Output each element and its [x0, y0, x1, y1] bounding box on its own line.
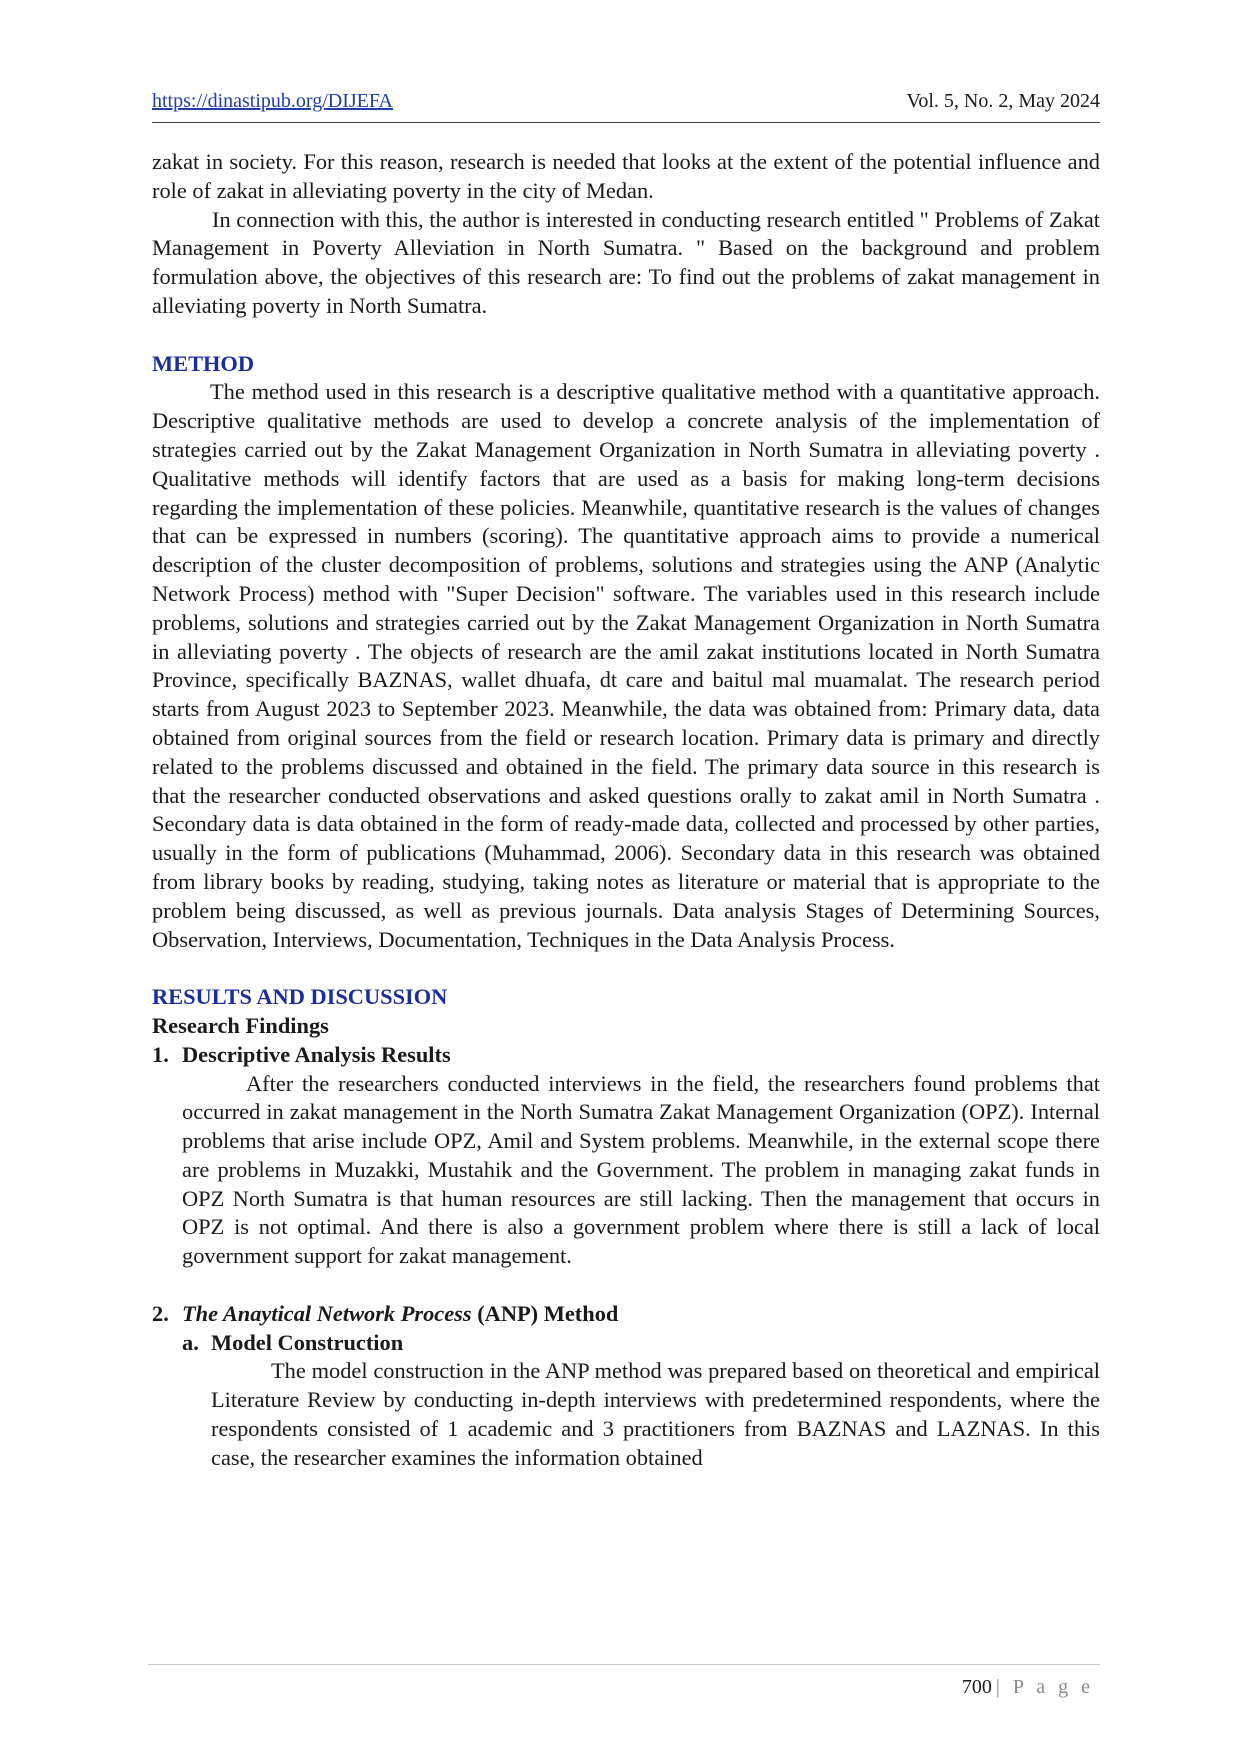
spacer	[152, 1271, 1100, 1300]
item-2a-paragraph: The model construction in the ANP method was prepared based on theoretical and empirical Literature Review by conducting in-depth interviews with predetermined respondents, where the respondents consisted of 1 academic and 3 practitioners from BAZNAS and LAZNAS. In this case, the researcher examines the information obtained	[211, 1358, 1100, 1470]
item-2-number: 2.	[152, 1300, 169, 1326]
method-heading: METHOD	[152, 350, 255, 376]
page-header	[152, 88, 1100, 123]
item-1-body	[152, 1070, 1100, 1272]
item-2a-label: a.	[182, 1329, 199, 1355]
spacer	[152, 321, 1100, 350]
intro-paragraph-2: In connection with this, the author is interested in conducting research entitled " Problems of Zakat Management in Poverty Alleviation in North Sumatra. " Based on the background and problem formulation above, the objectives of this research are: To find out the problems of zakat management in alleviating poverty in North Sumatra.	[152, 206, 1100, 318]
spacer	[152, 954, 1100, 983]
item-2-title-italic: The Anaytical Network Process	[182, 1300, 472, 1326]
intro-paragraph-1: zakat in society. For this reason, research is needed that looks at the extent of the potential influence and role of zakat in alleviating poverty in the city of Medan.	[152, 149, 1100, 203]
page-footer	[962, 1676, 1094, 1699]
page-content	[152, 148, 1100, 1473]
page-label: | P a g e	[995, 1676, 1094, 1698]
research-findings-subheading: Research Findings	[152, 1012, 329, 1038]
page-number: 700	[961, 1676, 992, 1698]
item-1-title	[152, 1041, 1100, 1070]
item-1-number: 1.	[152, 1041, 169, 1067]
item-2a-title	[152, 1329, 1100, 1358]
item-2-title-rest: (ANP) Method	[471, 1300, 619, 1326]
volume-info: Vol. 5, No. 2, May 2024	[906, 90, 1100, 112]
results-heading: RESULTS AND DISCUSSION	[152, 984, 448, 1010]
item-1-paragraph: After the researchers conducted interviews in the field, the researchers found problems that occurred in zakat management in the North Sumatra Zakat Management Organization (OPZ). Internal problems that arise include OPZ, Amil and System problems. Meanwhile, in the external scope there are problems in Muzakki, Mustahik and the Government. The problem in managing zakat funds in OPZ North Sumatra is that human resources are still lacking. Then the management that occurs in OPZ is not optimal. And there is also a government problem where there is still a lack of local government support for zakat management.	[182, 1070, 1100, 1269]
item-1-title-text: Descriptive Analysis Results	[182, 1041, 451, 1067]
item-2a-body	[152, 1357, 1100, 1472]
footer-divider	[148, 1664, 1100, 1665]
journal-url-link[interactable]: https://dinastipub.org/DIJEFA	[152, 90, 393, 112]
item-2-title	[152, 1300, 1100, 1329]
item-2a-title-text: Model Construction	[211, 1329, 404, 1355]
method-paragraph: The method used in this research is a descriptive qualitative method with a quantitative approach. Descriptive qualitative methods are used to develop a concrete analysis of the implementation of strategies carried out by the Zakat Management Organization in North Sumatra in alleviating poverty . Qualitative methods will identify factors that are used as a basis for making long-term decisions regarding the implementation of these policies. Meanwhile, quantitative research is the values of changes that can be expressed in numbers (scoring). The quantitative approach aims to provide a numerical description of the cluster decomposition of problems, solutions and strategies using the ANP (Analytic Network Process) method with "Super Decision" software. The variables used in this research include problems, solutions and strategies carried out by the Zakat Management Organization in North Sumatra in alleviating poverty . The objects of research are the amil zakat institutions located in North Sumatra Province, specifically BAZNAS, wallet dhuafa, dt care and baitul mal muamalat. The research period starts from August 2023 to September 2023. Meanwhile, the data was obtained from: Primary data, data obtained from original sources from the field or research location. Primary data is primary and directly related to the problems discussed and obtained in the field. The primary data source in this research is that the researcher conducted observations and asked questions orally to zakat amil in North Sumatra . Secondary data is data obtained in the form of ready-made data, collected and processed by other parties, usually in the form of publications (Muhammad, 2006). Secondary data in this research was obtained from library books by reading, studying, taking notes as literature or material that is appropriate to the problem being discussed, as well as previous journals. Data analysis Stages of Determining Sources, Observation, Interviews, Documentation, Techniques in the Data Analysis Process.	[152, 379, 1100, 952]
